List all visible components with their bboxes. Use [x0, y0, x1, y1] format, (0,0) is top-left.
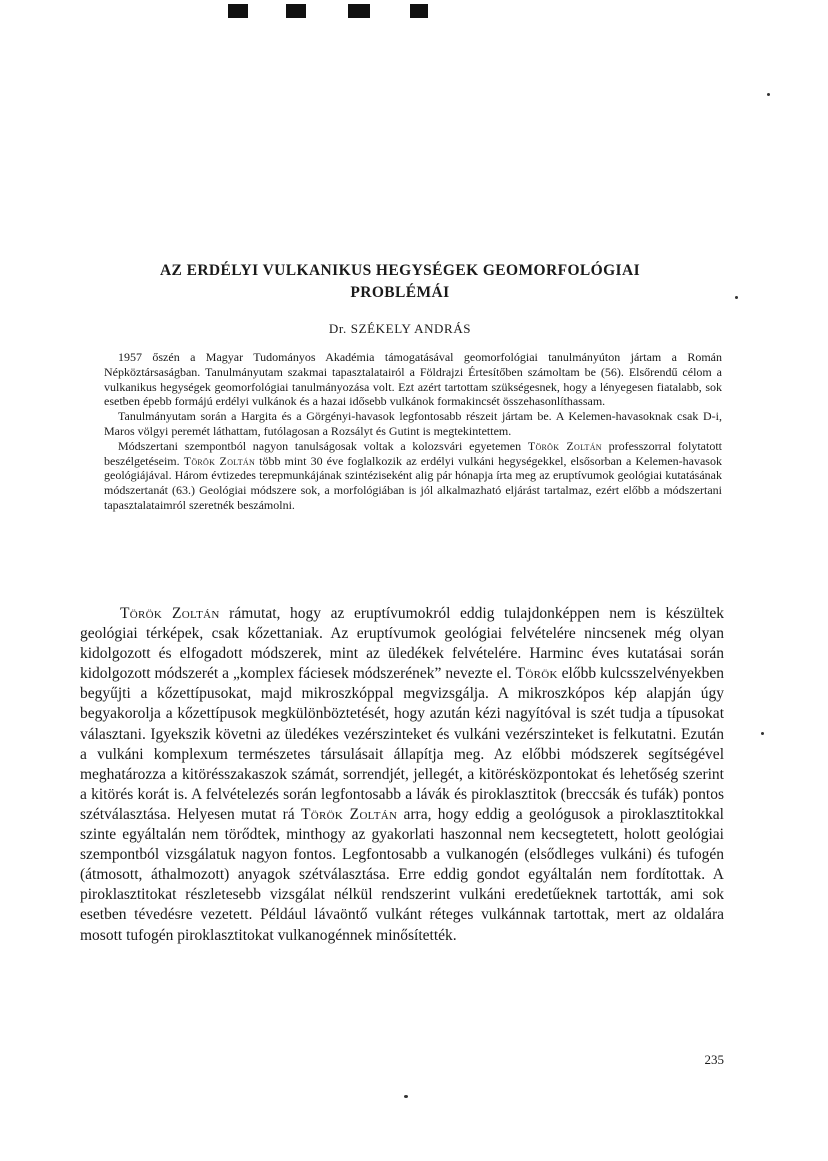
intro-paragraph: Tanulmányutam során a Hargita és a Görgényi-havasok legfontosabb részeit jártam be. A Kelemen-havasoknak csak D-i, Maros völgyi peremét láthattam, futólagosan a Rozsályt és Gutint is megtekintettem.: [104, 409, 722, 438]
scan-registration-marks: [228, 4, 428, 20]
person-name: Török Zoltán: [300, 805, 398, 823]
person-name: Török Zoltán: [120, 605, 220, 622]
scan-speck: [735, 296, 738, 299]
scan-speck: [761, 732, 764, 735]
intro-section: [104, 350, 722, 513]
article-title: [100, 260, 700, 304]
person-name: Török: [515, 665, 558, 683]
scan-mark: [228, 4, 248, 18]
title-line-2: PROBLÉMÁI: [350, 284, 450, 301]
scan-speck: [767, 93, 770, 96]
scan-speck: [404, 1095, 408, 1098]
intro-paragraph: 1957 őszén a Magyar Tudományos Akadémia támogatásával geomorfológiai tanulmányúton jártam a Román Népköztársaságban. Tanulmányutam szakmai tapasztalatairól a Földrajzi Értesítőben számoltam be (56). Elsőrendű célom a vulkanikus hegységek geomorfológiai tanulmányozása volt. Ezt azért tartottam szükségesnek, hogy a lényegesen fiatalabb, sok esetben épebb formájú erdélyi vulkánok és a hazai idősebb vulkánok formakincsét összehasonlíthassam.: [104, 350, 722, 409]
scan-mark: [348, 4, 370, 18]
person-name: Török Zoltán: [527, 438, 602, 453]
page-number: 235: [704, 1052, 724, 1067]
scan-mark: [410, 4, 428, 18]
title-line-1: AZ ERDÉLYI VULKANIKUS HEGYSÉGEK GEOMORFOLÓGIAI: [159, 262, 641, 279]
person-name: Török Zoltán: [183, 453, 256, 468]
method-paragraph: Módszertani szempontból nagyon tanulságosak voltak a kolozsvári egyetemen Török Zoltán professzorral folytatott beszélgetéseim. Török Zoltán több mint 30 éve foglalkozik az erdélyi vulkáni hegységekkel, elsősorban a Kelemen-havasok geológiájával. Három évtizedes terepmunkájának szintéziseként alig pár hónapja írta meg az eruptívumok geológiai kutatásának módszertanát (63.) Geológiai módszere sok, a morfológiában is jól alkalmazható eljárást tartalmaz, ezért előbb a módszertani tapasztalataimról szeretnék beszámolni.: [104, 438, 722, 512]
scan-mark: [286, 4, 306, 18]
article-author: Dr. SZÉKELY ANDRÁS: [328, 321, 472, 336]
main-text: [80, 604, 724, 946]
body-paragraph: Török Zoltán rámutat, hogy az eruptívumokról eddig tulajdonképpen nem is készültek geológiai térképek, csak kőzettaniak. Az eruptívumok geológiai felvételére nincsenek még olyan kidolgozott és elfogadott módszerek, mint az üledékek felvételére. Harminc éves kutatásai során kidolgozott módszerét a „komplex fáciesek módszerének” nevezte el. Török előbb kulcsszelvényekben begyűjti a kőzettípusokat, majd mikroszkóppal megvizsgálja. A mikroszkópos kép alapján úgy begyakorolja a kőzettípusok megkülönböztetését, hogy azután kézi nagyítóval is szét tudja a típusokat választani. Igyekszik követni az üledékes vezérszinteket és vulkáni vezérszinteket is felkutatni. Ezután a vulkáni komplexum természetes társulásait állapítja meg. Az előbbi módszerek segítségével meghatározza a kitörésszakaszok számát, sorrendjét, jellegét, a kitörésközpontokat és lehetőség szerint a kitörés korát is. A felvételezés során legfontosabb a lávák és piroklasztitok (breccsák és tufák) pontos szétválasztása. Helyesen mutat rá Török Zoltán arra, hogy eddig a geológusok a piroklasztitokkal szinte egyáltalán nem törődtek, minthogy az gyakorlati haszonnal nem kecsegtetett, holott geológiai szempontból vizsgálatuk nagyon fontos. Legfontosabb a vulkanogén (elsődleges vulkáni) és tufogén (átmosott, áthalmozott) anyagok szétválasztása. Erre eddig gondot egyáltalán nem fordítottak. A piroklasztitokat részletesebb vizsgálat nélkül rendszerint vulkáni eredetűeknek tartották, ami sok esetben tévedésre vezetett. Például lávaöntő vulkánt réteges vulkánnak tartottak, mert az oldalára mosott tufogén piroklasztitokat vulkanogénnek minősítették.: [80, 605, 724, 944]
